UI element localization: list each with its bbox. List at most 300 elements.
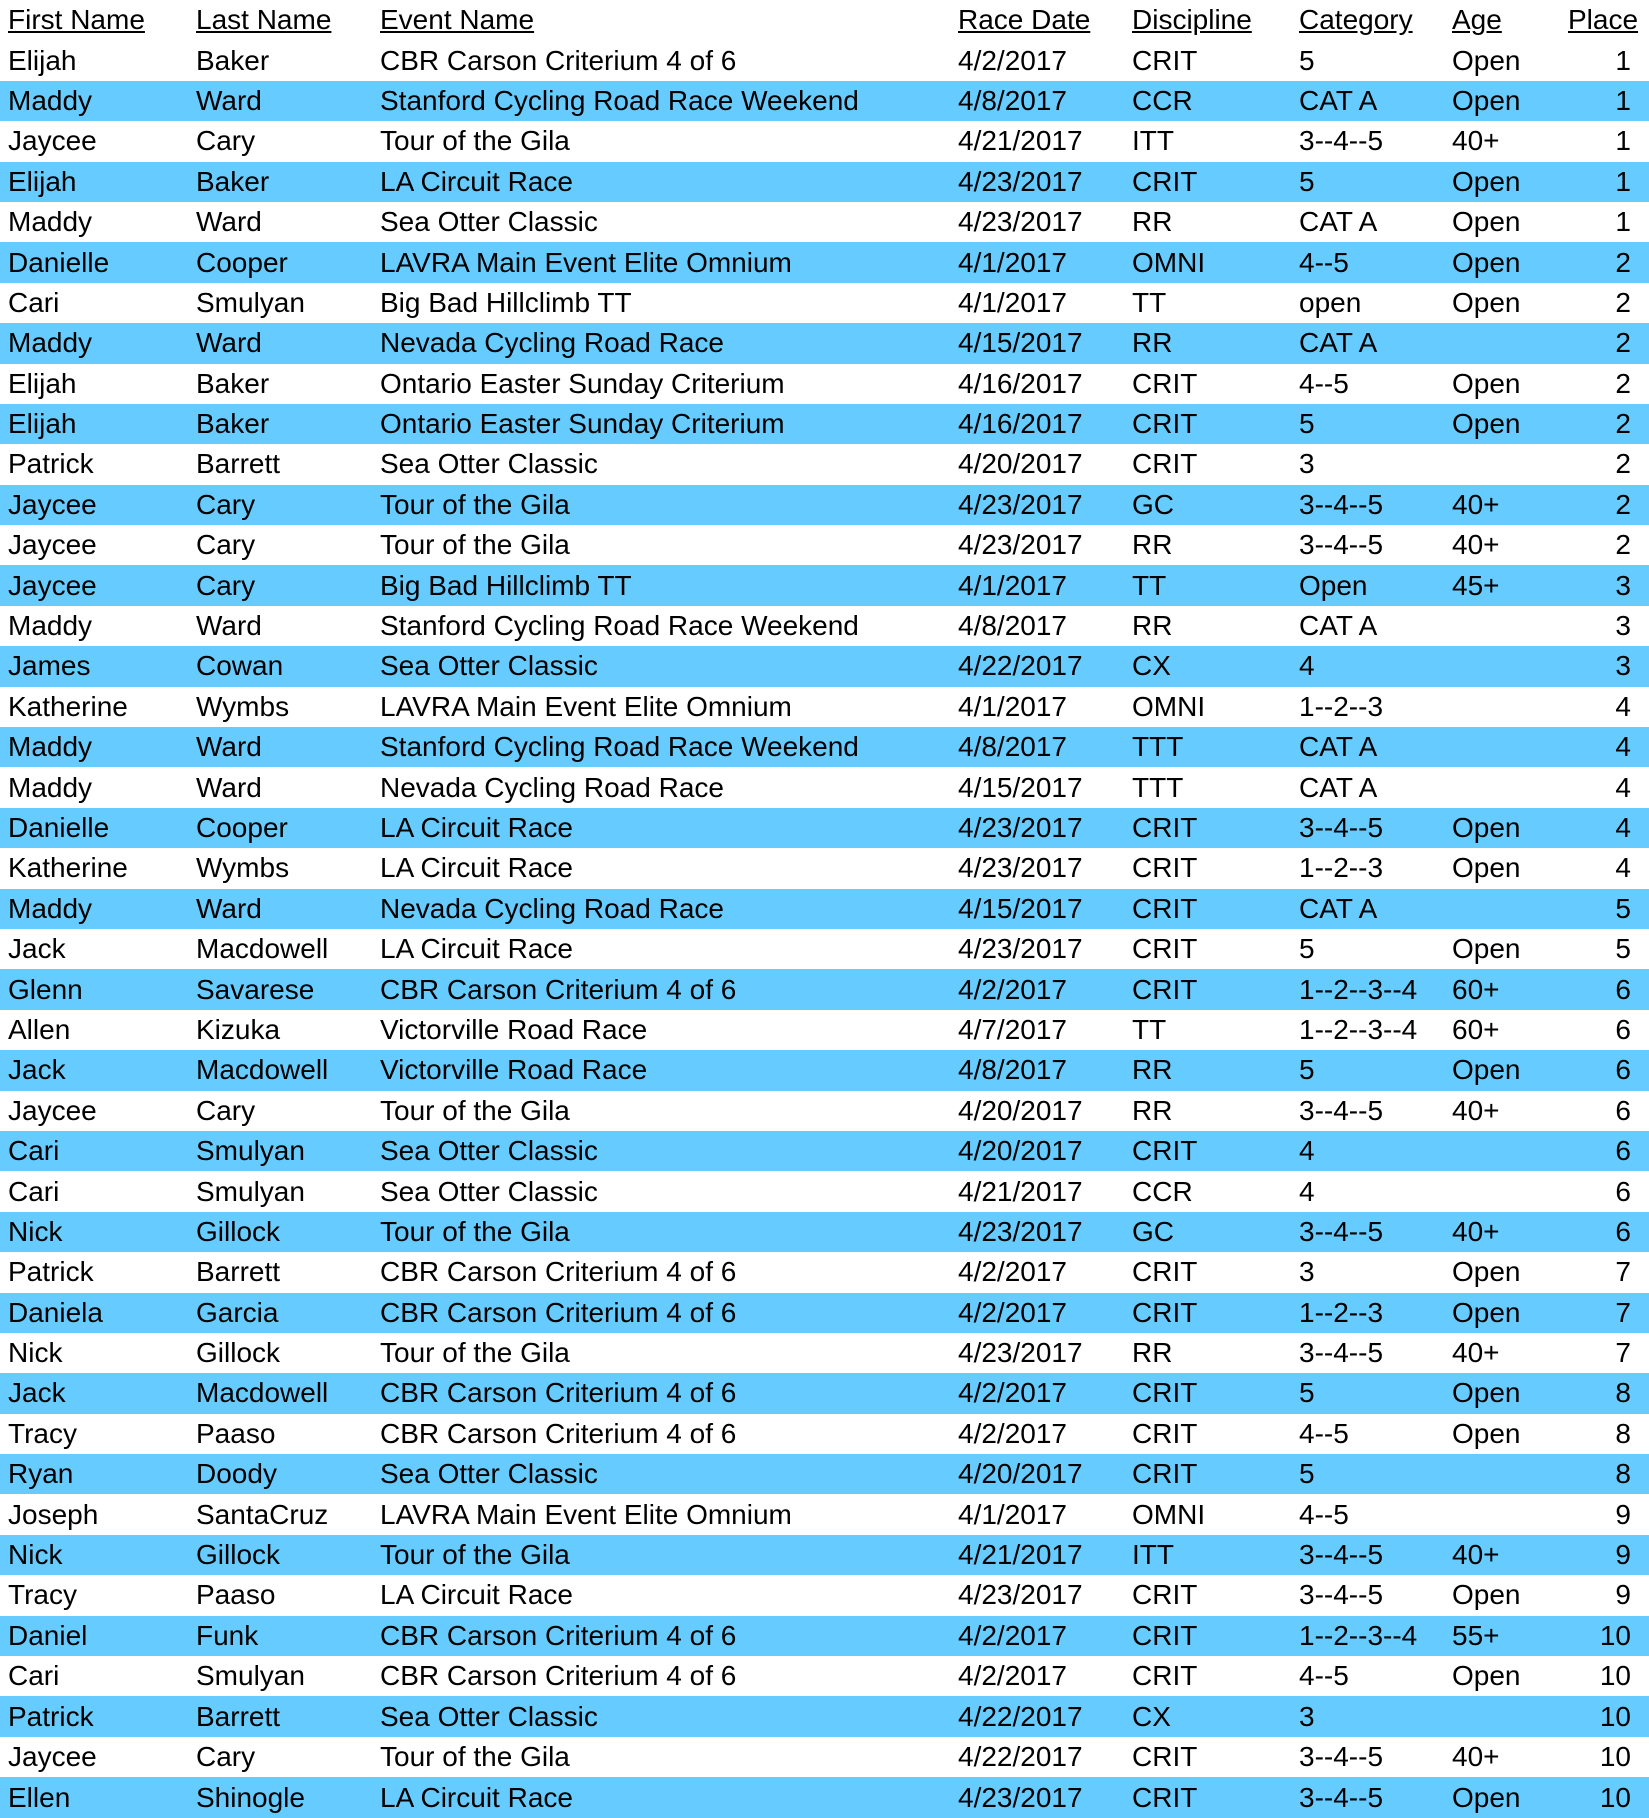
discipline-cell: CRIT — [1124, 1373, 1291, 1413]
first-name-cell: Jaycee — [8, 1094, 97, 1126]
age-cell: 45+ — [1444, 565, 1568, 605]
first-name-cell: Patrick — [0, 1696, 188, 1736]
first-name-cell: Jaycee — [8, 529, 97, 561]
discipline-cell: CRIT — [1124, 889, 1291, 929]
category-cell: CAT A — [1299, 771, 1378, 803]
last-name-cell: Cary — [196, 125, 256, 157]
place-cell: 9 — [1615, 1579, 1631, 1611]
last-name-cell: Baker — [188, 404, 372, 444]
table-row — [0, 242, 1649, 282]
event-name-cell: Victorville Road Race — [372, 1050, 950, 1090]
category-cell: 3--4--5 — [1299, 1337, 1384, 1369]
last-name-cell: Cary — [188, 485, 372, 525]
category-cell: 5 — [1299, 933, 1315, 965]
last-name-cell: Smulyan — [196, 286, 305, 318]
race-date-cell: 4/23/2017 — [958, 1579, 1083, 1611]
table-row — [0, 525, 1649, 565]
category-cell: 4--5 — [1299, 1417, 1349, 1449]
discipline-cell: CX — [1124, 646, 1291, 686]
last-name-cell: Cary — [188, 565, 372, 605]
last-name-cell: Ward — [196, 771, 262, 803]
place-cell: 2 — [1615, 529, 1631, 561]
discipline-cell: ITT — [1124, 1535, 1291, 1575]
table-row — [0, 929, 1649, 969]
category-cell: CAT A — [1291, 889, 1444, 929]
last-name-cell: Funk — [188, 1616, 372, 1656]
first-name-cell: Nick — [8, 1337, 63, 1369]
last-name-cell: Ward — [188, 889, 372, 929]
discipline-cell: CRIT — [1132, 852, 1198, 884]
place-cell: 2 — [1615, 367, 1631, 399]
place-cell: 10 — [1568, 1777, 1649, 1818]
age-cell: Open — [1452, 1579, 1521, 1611]
age-cell: Open — [1444, 242, 1568, 282]
race-date-cell: 4/2/2017 — [958, 1256, 1067, 1288]
first-name-cell: Elijah — [0, 162, 188, 202]
event-name-cell: Nevada Cycling Road Race — [372, 323, 950, 363]
place-cell: 8 — [1615, 1417, 1631, 1449]
first-name-cell: Cari — [8, 1175, 60, 1207]
first-name-cell: Allen — [8, 1013, 71, 1045]
first-name-cell: Joseph — [8, 1498, 99, 1530]
last-name-cell: Macdowell — [196, 933, 329, 965]
discipline-cell: CRIT — [1132, 367, 1198, 399]
age-cell: 60+ — [1452, 1013, 1500, 1045]
table-row — [0, 1131, 1649, 1171]
last-name-cell: Cary — [196, 1740, 256, 1772]
age-cell — [1444, 687, 1568, 727]
last-name-cell: Ward — [188, 81, 372, 121]
column-header-discipline: Discipline — [1132, 4, 1252, 36]
category-cell: 4--5 — [1291, 242, 1444, 282]
discipline-cell: CRIT — [1132, 448, 1198, 480]
last-name-cell: Doody — [188, 1454, 372, 1494]
age-cell — [1444, 646, 1568, 686]
race-date-cell: 4/2/2017 — [950, 969, 1124, 1009]
column-header-event-name: Event Name — [380, 4, 535, 36]
age-cell: Open — [1444, 1050, 1568, 1090]
discipline-cell: RR — [1132, 1337, 1173, 1369]
age-cell: Open — [1452, 852, 1521, 884]
table-row — [0, 767, 1649, 807]
first-name-cell: Katherine — [8, 690, 128, 722]
age-cell: Open — [1452, 933, 1521, 965]
race-date-cell: 4/20/2017 — [950, 1131, 1124, 1171]
place-cell: 10 — [1568, 1696, 1649, 1736]
first-name-cell: Tracy — [8, 1579, 77, 1611]
age-cell: 40+ — [1452, 529, 1500, 561]
first-name-cell: Jaycee — [8, 125, 97, 157]
first-name-cell: Elijah — [8, 44, 77, 76]
race-date-cell: 4/23/2017 — [950, 1212, 1124, 1252]
race-date-cell: 4/1/2017 — [950, 242, 1124, 282]
event-name-cell: LA Circuit Race — [372, 162, 950, 202]
last-name-cell: Gillock — [188, 1535, 372, 1575]
event-name-cell: Tour of the Gila — [372, 1535, 950, 1575]
event-name-cell: Sea Otter Classic — [380, 448, 598, 480]
first-name-cell: Daniela — [0, 1293, 188, 1333]
first-name-cell: Danielle — [0, 808, 188, 848]
last-name-cell: Gillock — [196, 1337, 281, 1369]
last-name-cell: Ward — [188, 727, 372, 767]
table-row — [0, 1333, 1649, 1373]
place-cell: 4 — [1615, 852, 1631, 884]
race-date-cell: 4/23/2017 — [958, 933, 1083, 965]
category-cell: CAT A — [1291, 727, 1444, 767]
first-name-cell: Cari — [0, 1131, 188, 1171]
last-name-cell: Ward — [188, 323, 372, 363]
first-name-cell: Jaycee — [8, 1740, 97, 1772]
age-cell: 40+ — [1452, 125, 1500, 157]
discipline-cell: CRIT — [1132, 933, 1198, 965]
discipline-cell: CRIT — [1124, 1131, 1291, 1171]
place-cell: 10 — [1599, 1740, 1631, 1772]
category-cell: 3--4--5 — [1291, 1777, 1444, 1818]
race-date-cell: 4/1/2017 — [958, 1498, 1067, 1530]
place-cell: 6 — [1615, 1094, 1631, 1126]
place-cell: 8 — [1568, 1454, 1649, 1494]
first-name-cell: Cari — [8, 286, 60, 318]
category-cell: 1--2--3--4 — [1299, 1013, 1418, 1045]
last-name-cell: Barrett — [188, 1696, 372, 1736]
event-name-cell: LAVRA Main Event Elite Omnium — [380, 1498, 792, 1530]
table-row — [0, 1656, 1649, 1696]
table-row — [0, 1212, 1649, 1252]
column-header-last-name: Last Name — [196, 4, 332, 36]
place-cell: 6 — [1615, 1013, 1631, 1045]
last-name-cell: Macdowell — [188, 1373, 372, 1413]
first-name-cell: Jack — [8, 933, 66, 965]
age-cell: Open — [1444, 162, 1568, 202]
place-cell: 1 — [1615, 125, 1631, 157]
place-cell: 4 — [1568, 727, 1649, 767]
last-name-cell: Barrett — [196, 1256, 281, 1288]
first-name-cell: Patrick — [8, 448, 94, 480]
last-name-cell: Macdowell — [188, 1050, 372, 1090]
first-name-cell: Maddy — [0, 889, 188, 929]
place-cell: 6 — [1615, 1175, 1631, 1207]
race-date-cell: 4/20/2017 — [958, 448, 1083, 480]
column-header-place: Place — [1568, 4, 1639, 36]
table-row — [0, 283, 1649, 323]
last-name-cell: Cary — [196, 1094, 256, 1126]
race-date-cell: 4/8/2017 — [950, 81, 1124, 121]
table-row — [0, 727, 1649, 767]
event-name-cell: LAVRA Main Event Elite Omnium — [372, 242, 950, 282]
discipline-cell: RR — [1132, 206, 1173, 238]
place-cell: 9 — [1568, 1535, 1649, 1575]
table-row — [0, 1696, 1649, 1736]
table-row — [0, 1494, 1649, 1534]
place-cell: 2 — [1568, 485, 1649, 525]
discipline-cell: CCR — [1132, 1175, 1193, 1207]
category-cell: 4 — [1299, 1175, 1315, 1207]
place-cell: 1 — [1615, 44, 1631, 76]
last-name-cell: Cowan — [188, 646, 372, 686]
first-name-cell: James — [0, 646, 188, 686]
category-cell: 1--2--3 — [1299, 852, 1384, 884]
category-cell: Open — [1291, 565, 1444, 605]
place-cell: 6 — [1568, 969, 1649, 1009]
discipline-cell: CRIT — [1124, 1777, 1291, 1818]
event-name-cell: Stanford Cycling Road Race Weekend — [372, 81, 950, 121]
discipline-cell: ITT — [1132, 125, 1174, 157]
discipline-cell: RR — [1132, 610, 1173, 642]
last-name-cell: Smulyan — [196, 1175, 305, 1207]
first-name-cell: Jaycee — [0, 565, 188, 605]
event-name-cell: Tour of the Gila — [380, 529, 570, 561]
first-name-cell: Maddy — [8, 610, 93, 642]
discipline-cell: CRIT — [1124, 1616, 1291, 1656]
category-cell: CAT A — [1299, 610, 1378, 642]
event-name-cell: CBR Carson Criterium 4 of 6 — [372, 1293, 950, 1333]
table-row — [0, 808, 1649, 848]
discipline-cell: GC — [1124, 1212, 1291, 1252]
place-cell: 5 — [1615, 933, 1631, 965]
age-cell: Open — [1452, 1660, 1521, 1692]
category-cell: 3--4--5 — [1299, 125, 1384, 157]
last-name-cell: Cooper — [188, 242, 372, 282]
category-cell: 3--4--5 — [1299, 1740, 1384, 1772]
event-name-cell: Victorville Road Race — [380, 1013, 648, 1045]
age-cell: Open — [1444, 81, 1568, 121]
discipline-cell: RR — [1124, 323, 1291, 363]
last-name-cell: Wymbs — [196, 852, 290, 884]
place-cell: 7 — [1615, 1337, 1631, 1369]
discipline-cell: GC — [1124, 485, 1291, 525]
place-cell: 2 — [1615, 448, 1631, 480]
table-row — [0, 889, 1649, 929]
category-cell: CAT A — [1299, 206, 1378, 238]
event-name-cell: Nevada Cycling Road Race — [380, 771, 724, 803]
race-date-cell: 4/16/2017 — [958, 367, 1083, 399]
category-cell: 4--5 — [1299, 367, 1349, 399]
event-name-cell: CBR Carson Criterium 4 of 6 — [380, 44, 737, 76]
discipline-cell: RR — [1124, 1050, 1291, 1090]
race-date-cell: 4/1/2017 — [958, 690, 1067, 722]
race-date-cell: 4/21/2017 — [950, 1535, 1124, 1575]
category-cell: 3--4--5 — [1291, 1535, 1444, 1575]
age-cell — [1444, 323, 1568, 363]
discipline-cell: CRIT — [1124, 1293, 1291, 1333]
table-row — [0, 485, 1649, 525]
place-cell: 4 — [1615, 690, 1631, 722]
event-name-cell: LA Circuit Race — [372, 808, 950, 848]
table-row — [0, 1616, 1649, 1656]
place-cell: 2 — [1568, 323, 1649, 363]
category-cell: CAT A — [1291, 81, 1444, 121]
column-header-first-name: First Name — [8, 4, 145, 36]
category-cell: 4 — [1291, 1131, 1444, 1171]
race-date-cell: 4/2/2017 — [950, 1616, 1124, 1656]
last-name-cell: Ward — [196, 610, 262, 642]
event-name-cell: Ontario Easter Sunday Criterium — [372, 404, 950, 444]
table-row — [0, 1575, 1649, 1615]
race-date-cell: 4/22/2017 — [958, 1740, 1083, 1772]
category-cell: 5 — [1299, 44, 1315, 76]
event-name-cell: Tour of the Gila — [372, 485, 950, 525]
first-name-cell: Maddy — [8, 771, 93, 803]
first-name-cell: Daniel — [0, 1616, 188, 1656]
event-name-cell: Stanford Cycling Road Race Weekend — [380, 610, 859, 642]
category-cell: 5 — [1291, 1050, 1444, 1090]
discipline-cell: TTT — [1132, 771, 1184, 803]
event-name-cell: LA Circuit Race — [380, 933, 573, 965]
first-name-cell: Maddy — [0, 727, 188, 767]
category-cell: 1--2--3 — [1291, 1293, 1444, 1333]
last-name-cell: Baker — [188, 162, 372, 202]
last-name-cell: Kizuka — [196, 1013, 281, 1045]
category-cell: 1--2--3--4 — [1291, 1616, 1444, 1656]
first-name-cell: Nick — [0, 1535, 188, 1575]
age-cell: Open — [1444, 808, 1568, 848]
age-cell — [1444, 1494, 1568, 1534]
race-date-cell: 4/20/2017 — [958, 1094, 1083, 1126]
event-name-cell: LAVRA Main Event Elite Omnium — [380, 690, 792, 722]
results-body — [0, 40, 1649, 1818]
race-date-cell: 4/2/2017 — [950, 1293, 1124, 1333]
category-cell: 3--4--5 — [1291, 808, 1444, 848]
place-cell: 6 — [1568, 1050, 1649, 1090]
discipline-cell: TT — [1124, 565, 1291, 605]
header-row — [0, 0, 1649, 40]
last-name-cell: Smulyan — [196, 1660, 305, 1692]
first-name-cell: Jack — [0, 1050, 188, 1090]
table-row — [0, 1737, 1649, 1777]
category-cell: 5 — [1291, 1373, 1444, 1413]
discipline-cell: CRIT — [1124, 969, 1291, 1009]
event-name-cell: Sea Otter Classic — [380, 206, 598, 238]
first-name-cell: Jaycee — [0, 485, 188, 525]
race-date-cell: 4/15/2017 — [950, 889, 1124, 929]
event-name-cell: CBR Carson Criterium 4 of 6 — [380, 1660, 737, 1692]
first-name-cell: Ellen — [0, 1777, 188, 1818]
race-date-cell: 4/2/2017 — [958, 1417, 1067, 1449]
race-date-cell: 4/2/2017 — [958, 1660, 1067, 1692]
event-name-cell: Sea Otter Classic — [372, 1131, 950, 1171]
table-row — [0, 1454, 1649, 1494]
race-date-cell: 4/2/2017 — [950, 1373, 1124, 1413]
category-cell: 3--4--5 — [1299, 529, 1384, 561]
table-row — [0, 606, 1649, 646]
age-cell — [1444, 889, 1568, 929]
discipline-cell: OMNI — [1132, 1498, 1206, 1530]
place-cell: 7 — [1615, 1256, 1631, 1288]
race-date-cell: 4/7/2017 — [958, 1013, 1067, 1045]
table-row — [0, 121, 1649, 161]
last-name-cell: Wymbs — [196, 690, 290, 722]
age-cell — [1444, 767, 1568, 807]
last-name-cell: Cooper — [188, 808, 372, 848]
table-row — [0, 1373, 1649, 1413]
table-row — [0, 162, 1649, 202]
age-cell — [1444, 1696, 1568, 1736]
category-cell: CAT A — [1291, 323, 1444, 363]
discipline-cell: TTT — [1124, 727, 1291, 767]
discipline-cell: CRIT — [1132, 1417, 1198, 1449]
discipline-cell: TT — [1132, 286, 1167, 318]
race-date-cell: 4/21/2017 — [958, 125, 1083, 157]
last-name-cell: Smulyan — [188, 1131, 372, 1171]
race-date-cell: 4/23/2017 — [950, 1777, 1124, 1818]
race-date-cell: 4/1/2017 — [958, 286, 1067, 318]
age-cell — [1444, 606, 1568, 646]
age-cell: 40+ — [1452, 1337, 1500, 1369]
place-cell: 8 — [1568, 1373, 1649, 1413]
age-cell: Open — [1452, 1256, 1521, 1288]
first-name-cell: Maddy — [8, 206, 93, 238]
discipline-cell: CCR — [1124, 81, 1291, 121]
age-cell: Open — [1444, 404, 1568, 444]
category-cell: 1--2--3 — [1299, 690, 1384, 722]
discipline-cell: CRIT — [1132, 44, 1198, 76]
last-name-cell: Baker — [196, 367, 270, 399]
category-cell: open — [1299, 286, 1362, 318]
category-cell: 3 — [1299, 448, 1315, 480]
first-name-cell: Patrick — [8, 1256, 94, 1288]
race-date-cell: 4/23/2017 — [958, 852, 1083, 884]
table-row — [0, 323, 1649, 363]
place-cell: 3 — [1568, 565, 1649, 605]
discipline-cell: CRIT — [1124, 1454, 1291, 1494]
place-cell: 3 — [1615, 610, 1631, 642]
age-cell: Open — [1452, 44, 1521, 76]
category-cell: 5 — [1291, 1454, 1444, 1494]
event-name-cell: Tour of the Gila — [380, 1337, 570, 1369]
age-cell: 40+ — [1444, 1212, 1568, 1252]
first-name-cell: Glenn — [0, 969, 188, 1009]
event-name-cell: CBR Carson Criterium 4 of 6 — [372, 969, 950, 1009]
race-date-cell: 4/23/2017 — [950, 485, 1124, 525]
table-row — [0, 404, 1649, 444]
place-cell: 9 — [1615, 1498, 1631, 1530]
event-name-cell: Big Bad Hillclimb TT — [372, 565, 950, 605]
race-date-cell: 4/15/2017 — [950, 323, 1124, 363]
race-date-cell: 4/1/2017 — [950, 565, 1124, 605]
first-name-cell: Cari — [8, 1660, 60, 1692]
age-cell: Open — [1444, 1373, 1568, 1413]
discipline-cell: CRIT — [1132, 1740, 1198, 1772]
age-cell — [1444, 444, 1568, 484]
race-date-cell: 4/20/2017 — [950, 1454, 1124, 1494]
age-cell: 40+ — [1444, 1535, 1568, 1575]
age-cell: 40+ — [1444, 485, 1568, 525]
event-name-cell: Sea Otter Classic — [372, 1454, 950, 1494]
category-cell: 4--5 — [1299, 1498, 1349, 1530]
age-cell — [1444, 1454, 1568, 1494]
table-row — [0, 687, 1649, 727]
discipline-cell: RR — [1132, 529, 1173, 561]
last-name-cell: Barrett — [196, 448, 281, 480]
last-name-cell: Paaso — [196, 1579, 276, 1611]
event-name-cell: LA Circuit Race — [380, 852, 573, 884]
age-cell — [1444, 1131, 1568, 1171]
race-date-cell: 4/8/2017 — [958, 610, 1067, 642]
event-name-cell: Tour of the Gila — [380, 1094, 570, 1126]
discipline-cell: CRIT — [1132, 1579, 1198, 1611]
event-name-cell: Ontario Easter Sunday Criterium — [380, 367, 785, 399]
table-row — [0, 1010, 1649, 1050]
age-cell: 40+ — [1452, 1740, 1500, 1772]
place-cell: 2 — [1568, 242, 1649, 282]
age-cell: 40+ — [1452, 1094, 1500, 1126]
last-name-cell: Savarese — [188, 969, 372, 1009]
event-name-cell: Sea Otter Classic — [372, 1696, 950, 1736]
first-name-cell: Elijah — [0, 404, 188, 444]
category-cell: 3 — [1299, 1256, 1315, 1288]
table-row — [0, 81, 1649, 121]
discipline-cell: OMNI — [1132, 690, 1206, 722]
